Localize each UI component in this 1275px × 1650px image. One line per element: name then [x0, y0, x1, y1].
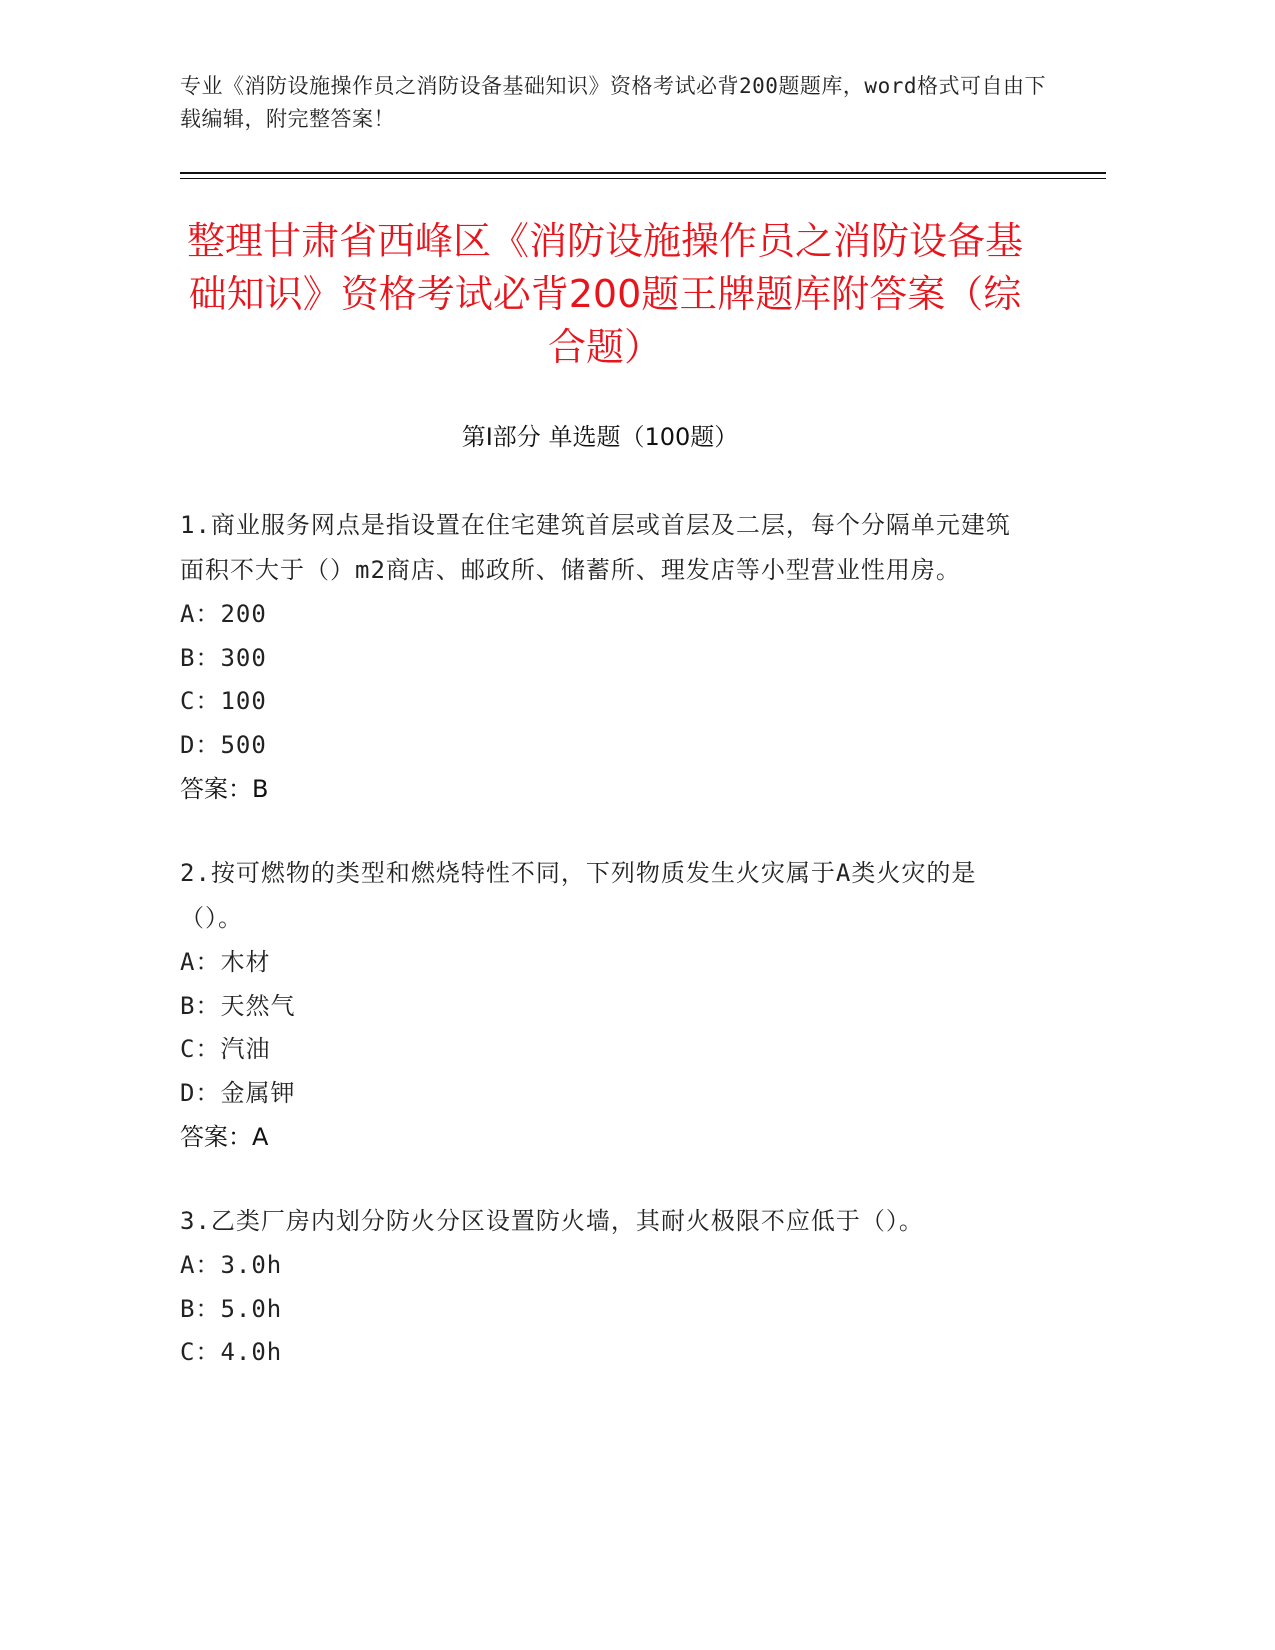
option-a: A：木材 — [180, 948, 271, 976]
question-list — [180, 503, 1030, 1415]
option-d: D：金属钾 — [180, 1078, 296, 1107]
answer-line: 答案：B — [180, 775, 269, 803]
option-b: B：天然气 — [180, 991, 296, 1020]
option-b: B：300 — [180, 643, 267, 672]
answer-line: 答案：A — [180, 1123, 269, 1151]
question-item — [180, 503, 1030, 811]
option-a: A：3.0h — [180, 1251, 283, 1279]
question-stem: 3.乙类厂房内划分防火分区设置防火墙，其耐火极限不应低于（）。 — [180, 1207, 924, 1235]
option-a: A：200 — [180, 600, 267, 628]
question-stem: 1.商业服务网点是指设置在住宅建筑首层或首层及二层，每个分隔单元建筑面积不大于（）m2商店、邮政所、储蓄所、理发店等小型营业性用房。 — [180, 511, 1011, 584]
option-c: C：汽油 — [180, 1035, 271, 1063]
option-b: B：5.0h — [180, 1294, 283, 1323]
section-heading: 第I部分 单选题（100题） — [461, 423, 739, 451]
question-stem: 2.按可燃物的类型和燃烧特性不同，下列物质发生火灾属于A类火灾的是（）。 — [180, 859, 977, 932]
question-item — [180, 1199, 1030, 1375]
option-d: D：500 — [180, 730, 267, 759]
header-divider-thin — [180, 178, 1106, 179]
header-divider-thick — [180, 172, 1106, 174]
question-item — [180, 851, 1030, 1159]
document-title: 整理甘肃省西峰区《消防设施操作员之消防设备基础知识》资格考试必背200题王牌题库附答案（综合题） — [186, 219, 1023, 369]
option-c: C：4.0h — [180, 1338, 283, 1366]
header-note: 专业《消防设施操作员之消防设备基础知识》资格考试必背200题题库，word格式可自由下载编辑，附完整答案！ — [180, 74, 1046, 131]
option-c: C：100 — [180, 687, 267, 715]
